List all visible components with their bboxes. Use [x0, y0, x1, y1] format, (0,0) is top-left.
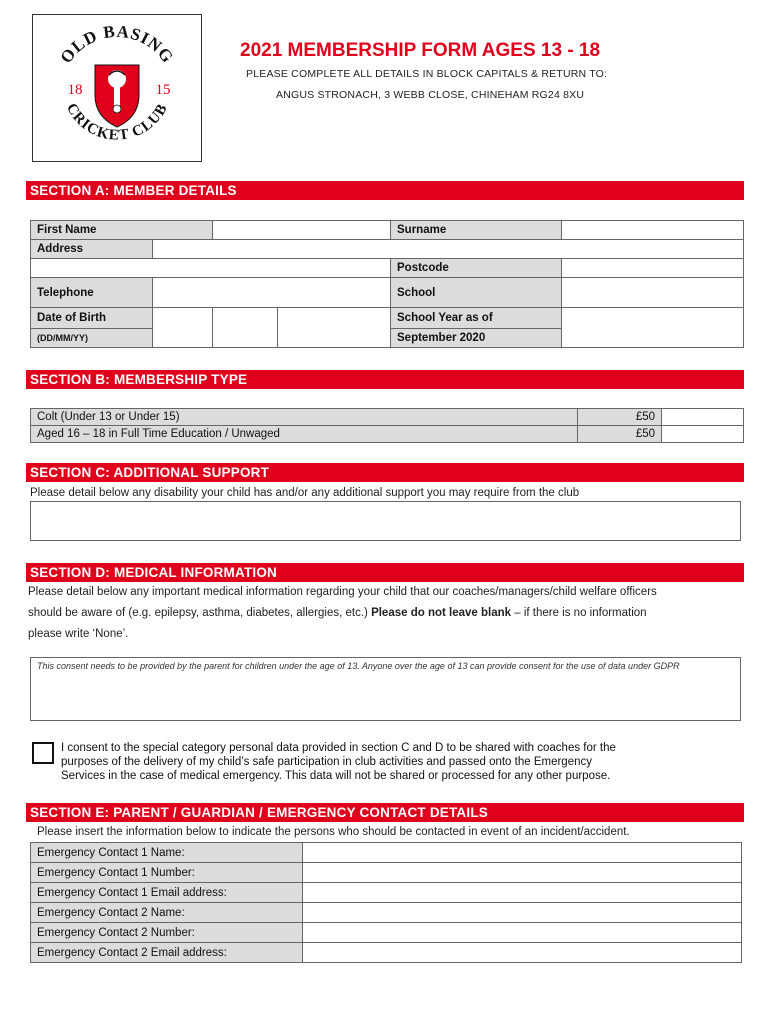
emergency-contact-label: Emergency Contact 1 Name:: [31, 843, 303, 863]
postcode-label: Postcode: [391, 259, 562, 278]
emergency-contact-1-name-field[interactable]: [303, 843, 742, 863]
membership-option-select[interactable]: [662, 426, 744, 443]
return-address: ANGUS STRONACH, 3 WEBB CLOSE, CHINEHAM RG24 8XU: [276, 89, 585, 101]
emergency-contact-2-email-field[interactable]: [303, 943, 742, 963]
school-field[interactable]: [562, 278, 744, 308]
dob-year-field[interactable]: [278, 308, 391, 348]
svg-text:OLD BASING: [56, 22, 177, 67]
additional-support-text: Please detail below any disability your child has and/or any additional support you may require from the club: [30, 487, 580, 499]
medical-info-line-2a: should be aware of (e.g. epilepsy, asthma, diabetes, allergies, etc.): [28, 607, 372, 619]
member-details-table: [30, 220, 744, 348]
first-name-field[interactable]: [213, 221, 391, 240]
school-year-label-1: School Year as of: [391, 308, 562, 329]
dob-format-label: (DD/MM/YY): [31, 329, 153, 348]
membership-option-price: £50: [578, 409, 662, 426]
school-year-label-2: September 2020: [391, 329, 562, 348]
consent-checkbox[interactable]: [32, 742, 54, 764]
surname-field[interactable]: [562, 221, 744, 240]
consent-line-1: I consent to the special category personal data provided in section C and D to be shared with coaches for the: [61, 742, 616, 754]
dob-month-field[interactable]: [213, 308, 278, 348]
membership-option-label: Aged 16 – 18 in Full Time Education / Unwaged: [31, 426, 578, 443]
surname-label: Surname: [391, 221, 562, 240]
consent-text: [61, 741, 616, 783]
logo-year-left: 18: [67, 82, 83, 98]
emergency-contact-label: Emergency Contact 1 Number:: [31, 863, 303, 883]
section-a-heading: SECTION A: MEMBER DETAILS: [26, 181, 744, 200]
logo-bottom-text: CRICKET CLUB: [62, 100, 172, 144]
section-d-heading: SECTION D: MEDICAL INFORMATION: [26, 563, 744, 582]
medical-info-line-2c: – if there is no information: [511, 607, 647, 619]
postcode-field[interactable]: [562, 259, 744, 278]
address-field[interactable]: [153, 240, 744, 259]
medical-info-line-3: please write ‘None’.: [28, 628, 129, 640]
address-label: Address: [31, 240, 153, 259]
club-logo: [32, 14, 202, 162]
school-label: School: [391, 278, 562, 308]
emergency-contact-text: Please insert the information below to indicate the persons who should be contacted in event of an incident/accident.: [37, 826, 630, 838]
do-not-leave-blank: Please do not leave blank: [371, 607, 512, 619]
telephone-field[interactable]: [153, 278, 391, 308]
emergency-contact-label: Emergency Contact 2 Number:: [31, 923, 303, 943]
medical-info-text: [28, 582, 748, 645]
additional-support-field[interactable]: [30, 501, 741, 541]
instruction-text: PLEASE COMPLETE ALL DETAILS IN BLOCK CAPITALS & RETURN TO:: [246, 68, 608, 80]
membership-option-select[interactable]: [662, 409, 744, 426]
consent-note: This consent needs to be provided by the parent for children under the age of 13. Anyone over the age of 13 can provide consent for the use of data under GDPR: [37, 661, 680, 671]
school-year-field[interactable]: [562, 308, 744, 348]
emergency-contact-table: [30, 842, 742, 963]
consent-line-3: Services in the case of medical emergency. This data will not be shared or processed for any other purpose.: [61, 770, 611, 782]
membership-type-table: [30, 408, 744, 443]
form-title: 2021 MEMBERSHIP FORM AGES 13 - 18: [240, 40, 601, 61]
emergency-contact-2-number-field[interactable]: [303, 923, 742, 943]
medical-info-line-1: Please detail below any important medical information regarding your child that our coaches/managers/child welfare officers: [28, 586, 657, 598]
dob-day-field[interactable]: [153, 308, 213, 348]
emergency-contact-2-name-field[interactable]: [303, 903, 742, 923]
membership-option-label: Colt (Under 13 or Under 15): [31, 409, 578, 426]
emergency-contact-label: Emergency Contact 1 Email address:: [31, 883, 303, 903]
medical-info-field[interactable]: [30, 657, 741, 721]
section-b-heading: SECTION B: MEMBERSHIP TYPE: [26, 370, 744, 389]
emergency-contact-label: Emergency Contact 2 Name:: [31, 903, 303, 923]
emergency-contact-label: Emergency Contact 2 Email address:: [31, 943, 303, 963]
emergency-contact-1-number-field[interactable]: [303, 863, 742, 883]
first-name-label: First Name: [31, 221, 213, 240]
address-field-line-2[interactable]: [31, 259, 391, 278]
logo-year-right: 15: [155, 82, 171, 98]
club-crest-icon: [33, 15, 200, 160]
membership-option-price: £50: [578, 426, 662, 443]
consent-line-2: purposes of the delivery of my child’s safe participation in club activities and passed onto the Emergency: [61, 756, 592, 768]
emergency-contact-1-email-field[interactable]: [303, 883, 742, 903]
section-c-heading: SECTION C: ADDITIONAL SUPPORT: [26, 463, 744, 482]
dob-label: Date of Birth: [31, 308, 153, 329]
section-e-heading: SECTION E: PARENT / GUARDIAN / EMERGENCY CONTACT DETAILS: [26, 803, 744, 822]
medical-info-line-2: [28, 603, 748, 624]
logo-top-text: OLD BASING: [56, 21, 178, 67]
telephone-label: Telephone: [31, 278, 153, 308]
